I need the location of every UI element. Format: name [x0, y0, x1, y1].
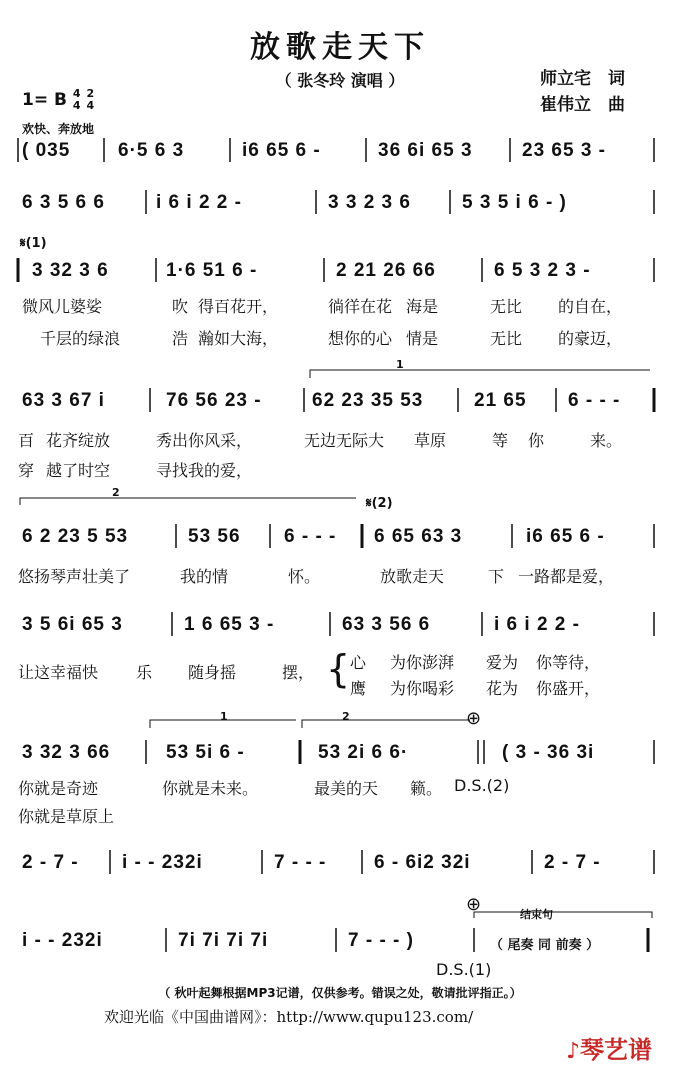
measure: 7 - - - [274, 852, 327, 873]
song-title: 放歌走天下 [250, 30, 430, 65]
lyricist-credit: 师立宅 词 [540, 69, 625, 89]
lyric: 千层的绿浪 [40, 329, 121, 348]
measure: 63 3 67 i [22, 390, 105, 411]
lyric: 你盛开， [536, 679, 601, 698]
measure: i6 65 6 - [526, 526, 605, 547]
segno-2: 𝄋(2) [366, 496, 393, 511]
measure: 62 23 35 53 [312, 390, 424, 411]
measure: 6 65 63 3 [374, 526, 463, 547]
volta-number-2b: 2 [342, 710, 350, 723]
measure: 5 3 5 i 6 - ) [462, 192, 567, 213]
transcriber-note: （ 秋叶起舞根据MP3记谱，仅供参考。错误之处，敬请批评指正。） [158, 986, 522, 1000]
lyric: 秀出你风采， [156, 431, 253, 450]
measure: 6 - 6i2 32i [374, 852, 471, 873]
lyric: 的自在， [558, 297, 623, 316]
measure: 3 32 3 66 [22, 742, 111, 763]
lyric: 的豪迈， [558, 329, 623, 348]
lyric: 你就是草原上 [18, 807, 115, 826]
tempo-marking: 欢快、奔放地 [22, 122, 95, 136]
measure: ( 035 [22, 140, 71, 161]
lyric: 你等待， [536, 653, 601, 672]
lyric: 放歌走天 [380, 567, 445, 586]
measure: 53 5i 6 - [166, 742, 245, 763]
coda-label: 结束句 [520, 908, 553, 921]
meter-2-bottom: 4 [86, 99, 95, 112]
lyric: 为你喝彩 [390, 679, 455, 698]
volta-number-1: 1 [396, 358, 404, 371]
lyric: 一路都是爱， [518, 567, 615, 586]
coda-icon: ⊕ [466, 708, 482, 729]
meter-1-bottom: 4 [72, 99, 81, 112]
lyric: 草原 [414, 431, 447, 450]
lyric: 鹰 [350, 679, 367, 698]
lyric: 心 [350, 653, 367, 672]
meter-2-top: 2 [86, 87, 95, 100]
lyric: 徜徉在花 [328, 297, 393, 316]
lyric: 我的情 [180, 567, 229, 586]
measure: 53 56 [188, 526, 241, 547]
lyric: 来。 [590, 431, 623, 450]
lyric: 让这幸福快 [18, 663, 99, 682]
measure: 3 3 2 3 6 [328, 192, 411, 213]
measure: 6 - - - [284, 526, 337, 547]
lyric: 情是 [406, 329, 439, 348]
coda-icon-end: ⊕ [466, 894, 482, 915]
lyric: 花齐绽放 [46, 431, 111, 450]
lyric: 悠扬琴声壮美了 [18, 567, 131, 586]
lyric: 摆， [282, 663, 315, 682]
measure: i - - 232i [122, 852, 203, 873]
measure: 36 6i 65 3 [378, 140, 473, 161]
measure: i - - 232i [22, 930, 103, 951]
brand-logo [566, 1030, 652, 1065]
lyric: 越了时空 [46, 461, 111, 480]
outro-note: （ 尾奏 同 前奏 ） [490, 938, 600, 953]
measure: 1·6 51 6 - [166, 260, 258, 281]
lyric: 无比 [490, 329, 523, 348]
measure: i6 65 6 - [242, 140, 321, 161]
measure: 2 - 7 - [544, 852, 601, 873]
measure: 2 21 26 66 [336, 260, 436, 281]
lyric: 爱为 [486, 653, 519, 672]
lyric: 想你的心 [328, 329, 393, 348]
lyric: 下 [488, 567, 505, 586]
site-welcome: 欢迎光临《中国曲谱网》：http://www.qupu123.com/ [104, 1008, 474, 1026]
volta-number-2: 2 [112, 486, 120, 499]
lyric: 乐 [136, 663, 153, 682]
lyric: 吹 [172, 297, 189, 316]
lyric: 最美的天 [314, 779, 379, 798]
lyric: 你就是奇迹 [18, 779, 99, 798]
measure: 3 5 6i 65 3 [22, 614, 123, 635]
measure: 7i 7i 7i 7i [178, 930, 269, 951]
lyric: 穿 [18, 461, 35, 480]
lyric: 瀚如大海， [198, 329, 279, 348]
measure: i 6 i 2 2 - [156, 192, 242, 213]
measure: 63 3 56 6 [342, 614, 431, 635]
measure: 76 56 23 - [166, 390, 262, 411]
lyric: 怀。 [288, 567, 321, 586]
lyric: 为你澎湃 [390, 653, 455, 672]
measure: 2 - 7 - [22, 852, 79, 873]
lyric: D.S.(2) [454, 776, 510, 795]
measure: i 6 i 2 2 - [494, 614, 580, 635]
lyric: 浩 [172, 329, 189, 348]
lyric: 百 [18, 431, 35, 450]
measure: 3 32 3 6 [32, 260, 109, 281]
meter-1-top: 4 [72, 87, 81, 100]
measure: 7 - - - ) [348, 930, 414, 951]
lyric: 无边无际大 [304, 431, 385, 450]
measure: 6·5 6 3 [118, 140, 185, 161]
singer-credit: （ 张冬玲 演唱 ） [275, 71, 405, 90]
lyric: 籁。 [410, 779, 443, 798]
lyric: 得百花开， [198, 297, 279, 316]
lyric: 花为 [486, 679, 519, 698]
measure: 21 65 [474, 390, 527, 411]
lyric-brace: { [326, 647, 351, 691]
lyric: 你 [528, 431, 545, 450]
lyric: 寻找我的爱， [156, 461, 253, 480]
measure: 6 3 5 6 6 [22, 192, 105, 213]
measure: ( 3 - 36 3i [502, 742, 595, 763]
key-label: 1= B [22, 90, 67, 110]
segno-1: 𝄋(1) [20, 236, 47, 251]
measure: 6 - - - [568, 390, 621, 411]
brand-logo-icon: ♪ [566, 1039, 581, 1064]
measure: 6 2 23 5 53 [22, 526, 129, 547]
ds-1-marker: D.S.(1) [436, 960, 492, 979]
lyric: 海是 [406, 297, 439, 316]
lyric: 微风儿婆娑 [22, 297, 103, 316]
lyric: 无比 [490, 297, 523, 316]
lyric: 等 [492, 431, 509, 450]
composer-credit: 崔伟立 曲 [540, 95, 625, 115]
lyric: 你就是未来。 [162, 779, 259, 798]
brand-name: 琴艺谱 [580, 1036, 653, 1064]
lyric: 随身摇 [188, 663, 237, 682]
measure: 53 2i 6 6· [318, 742, 409, 763]
measure: 1 6 65 3 - [184, 614, 275, 635]
measure: 23 65 3 - [522, 140, 606, 161]
volta-number-1b: 1 [220, 710, 228, 723]
measure: 6 5 3 2 3 - [494, 260, 591, 281]
